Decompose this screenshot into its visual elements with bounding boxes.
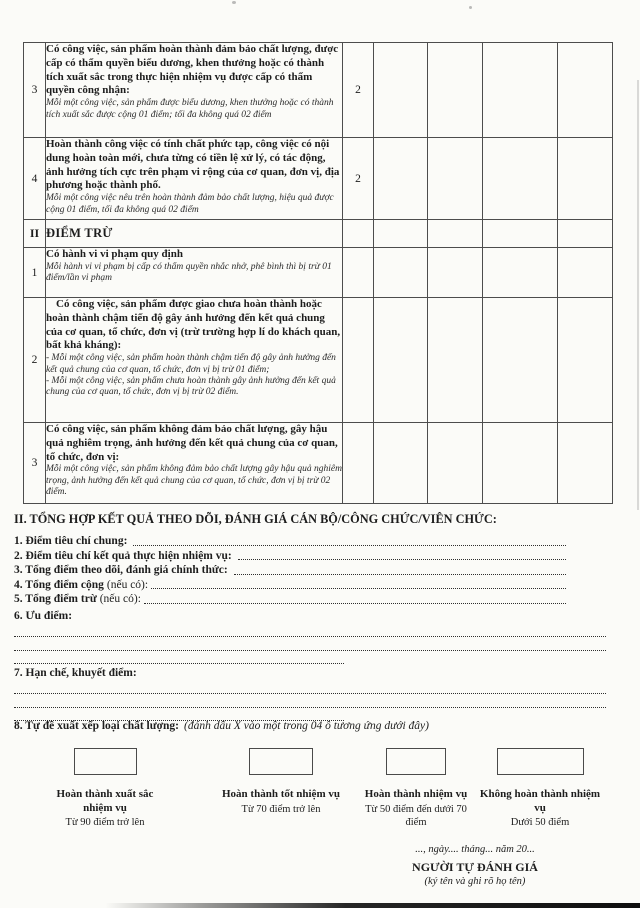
max-score-cell xyxy=(343,220,374,248)
empty-score-cell xyxy=(483,43,558,138)
table-row-bonus-4 xyxy=(24,138,613,220)
empty-score-cell xyxy=(483,298,558,423)
scan-speck xyxy=(232,1,236,4)
summary-section xyxy=(14,512,616,721)
criteria-points-table xyxy=(23,42,613,504)
dotted-fill-line xyxy=(144,603,566,604)
rating-checkbox-good xyxy=(249,748,313,775)
empty-score-cell xyxy=(558,43,613,138)
rating-option-score: Từ 90 điểm trở lên xyxy=(65,817,145,828)
scan-edge-bottom xyxy=(105,903,640,908)
dotted-fill-line xyxy=(14,651,344,665)
summary-item-label: 2. Điểm tiêu chí kết quả thực hiện nhiệm vụ: xyxy=(14,549,232,562)
criteria-note-text: Mỗi hành vi vi phạm bị cấp có thẩm quyền nhắc nhở, phê bình thì bị trừ 01 điểm/lần vi phạm xyxy=(46,261,332,284)
empty-score-cell xyxy=(428,423,483,504)
criteria-cell xyxy=(46,248,343,298)
empty-score-cell xyxy=(558,298,613,423)
empty-score-cell xyxy=(558,248,613,298)
rating-option-score: Từ 50 điểm đến dưới 70 điểm xyxy=(365,803,467,828)
table-row-deduct-1 xyxy=(24,248,613,298)
scan-edge-right xyxy=(637,80,639,510)
dotted-fill-line xyxy=(234,574,566,575)
empty-score-cell xyxy=(483,138,558,220)
dotted-fill-line xyxy=(238,559,566,560)
table-row-bonus-3 xyxy=(24,43,613,138)
summary-item-label: 5. Tổng điểm trừ xyxy=(14,593,97,606)
empty-score-cell xyxy=(558,138,613,220)
table-row-section-deduction xyxy=(24,220,613,248)
criteria-note-text: - Mỗi một công việc, sản phẩm hoàn thành chậm tiến độ gây ảnh hưởng đến kết quả chung của cơ quan, tổ chức, đơn vị bị trừ 01 điểm; xyxy=(46,353,336,375)
row-number-cell: 3 xyxy=(24,43,46,138)
empty-score-cell xyxy=(374,298,428,423)
summary-item-label: 1. Điểm tiêu chí chung: xyxy=(14,535,128,547)
row-number-cell: 2 xyxy=(24,298,46,423)
empty-score-cell xyxy=(374,423,428,504)
limitations-label: 7. Hạn chế, khuyết điểm: xyxy=(14,667,137,680)
empty-score-cell xyxy=(374,220,428,248)
criteria-cell xyxy=(46,298,343,423)
empty-score-cell xyxy=(374,248,428,298)
rating-option-label: Không hoàn thành nhiệm vụ xyxy=(479,788,601,814)
table-row-deduct-2 xyxy=(24,298,613,423)
self-rating-heading-note: (đánh dấu X vào một trong 04 ô tương ứng dưới đây) xyxy=(184,720,429,732)
self-rating-heading-bold: 8. Tự đề xuất xếp loại chất lượng: xyxy=(14,720,179,732)
empty-score-cell xyxy=(428,298,483,423)
rating-option-excellent xyxy=(44,748,166,829)
dotted-fill-line xyxy=(133,545,566,546)
empty-score-cell xyxy=(558,220,613,248)
criteria-note-text-2: - Mỗi một công việc, sản phẩm chưa hoàn thành gây ảnh hưởng đến kết quả chung của cơ quan, tổ chức, đơn vị bị trừ 02 điểm. xyxy=(46,376,336,398)
rating-option-label: Hoàn thành xuất sắc nhiệm vụ xyxy=(56,788,154,814)
signature-date-line: ..., ngày.... tháng... năm 20... xyxy=(415,844,535,855)
criteria-main-text: Có công việc, sản phẩm được giao chưa hoàn thành hoặc hoàn thành chậm tiến độ gây ảnh hưởng đến kết quả chung của cơ quan, tổ chức, đơn vị (trừ trường hợp lí do khách quan, bất khả kháng): xyxy=(46,298,341,352)
rating-option-incomplete xyxy=(477,748,603,829)
rating-option-score: Dưới 50 điểm xyxy=(510,817,570,828)
criteria-main-text: Có hành vi vi phạm quy định xyxy=(46,248,183,260)
summary-item-2 xyxy=(14,549,566,564)
summary-item-4: 4. Tổng điểm cộng (nếu có): xyxy=(14,578,566,593)
empty-score-cell xyxy=(374,43,428,138)
criteria-main-text: Có công việc, sản phẩm hoàn thành đảm bảo chất lượng, được cấp có thẩm quyền biểu dương, khen thưởng hoặc có thành tích xuất sắc trong thực hiện nhiệm vụ được cấp có thẩm quyền công nhận: xyxy=(46,43,339,97)
signature-block xyxy=(385,843,565,889)
dotted-fill-line xyxy=(151,588,566,589)
rating-checkbox-excellent xyxy=(74,748,137,775)
empty-score-cell xyxy=(483,248,558,298)
table-row-deduct-3 xyxy=(24,423,613,504)
row-number-cell: 4 xyxy=(24,138,46,220)
criteria-note-text: Mỗi một công việc, sản phẩm được biểu dương, khen thưởng hoặc có thành tích xuất sắc được cộng 01 điểm; tối đa không quá 02 điểm xyxy=(46,98,334,120)
summary-item-5: 5. Tổng điểm trừ (nếu có): xyxy=(14,592,566,607)
signature-note: (ký tên và ghi rõ họ tên) xyxy=(424,876,526,887)
empty-score-cell xyxy=(483,423,558,504)
max-score-cell: 2 xyxy=(343,138,374,220)
criteria-cell xyxy=(46,43,343,138)
empty-score-cell xyxy=(374,138,428,220)
rating-checkbox-complete xyxy=(386,748,446,775)
criteria-note-text: Mỗi một công việc, sản phẩm không đảm bảo chất lượng gây hậu quả nghiêm trọng, ảnh hưởng đến kết quả chung của cơ quan, tổ chức, đơn vị bị trừ 02 điểm. xyxy=(46,464,342,498)
summary-item-3 xyxy=(14,563,566,578)
summary-heading: II. TỔNG HỢP KẾT QUẢ THEO DÕI, ĐÁNH GIÁ CÁN BỘ/CÔNG CHỨC/VIÊN CHỨC: xyxy=(14,512,497,526)
dotted-fill-line xyxy=(14,637,606,651)
max-score-cell xyxy=(343,248,374,298)
self-rating-heading xyxy=(14,720,429,732)
criteria-main-text: Hoàn thành công việc có tính chất phức tạp, công việc có nội dung hoàn toàn mới, chưa từng có tiền lệ xử lý, có tác động, ảnh hưởng tích cực trên phạm vi rộng của cơ quan, đơn vị, địa phương hoặc thành phố. xyxy=(46,138,340,192)
row-number-cell: 1 xyxy=(24,248,46,298)
max-score-cell: 2 xyxy=(343,43,374,138)
row-number-cell: 3 xyxy=(24,423,46,504)
section-title-cell xyxy=(46,220,343,248)
empty-score-cell xyxy=(428,220,483,248)
empty-score-cell xyxy=(483,220,558,248)
dotted-fill-line xyxy=(14,694,606,708)
empty-score-cell xyxy=(428,138,483,220)
empty-score-cell xyxy=(558,423,613,504)
advantages-label: 6. Ưu điểm: xyxy=(14,609,73,622)
empty-score-cell xyxy=(428,43,483,138)
rating-option-complete xyxy=(353,748,479,829)
scan-speck xyxy=(469,6,472,9)
section-title-text: ĐIỂM TRỪ xyxy=(46,225,113,240)
criteria-cell xyxy=(46,138,343,220)
summary-item-label: 4. Tổng điểm cộng xyxy=(14,578,104,591)
max-score-cell xyxy=(343,298,374,423)
max-score-cell xyxy=(343,423,374,504)
empty-score-cell xyxy=(428,248,483,298)
criteria-note-text: Mỗi một công việc nêu trên hoàn thành đảm bảo chất lượng, hiệu quả được cộng 01 điểm, tối đa không quá 02 điểm xyxy=(46,193,334,215)
summary-item-1 xyxy=(14,534,566,549)
summary-item-label: 3. Tổng điểm theo dõi, đánh giá chính thức: xyxy=(14,564,228,577)
rating-option-good xyxy=(220,748,342,816)
row-number-cell: II xyxy=(24,220,46,248)
rating-option-label: Hoàn thành tốt nhiệm vụ xyxy=(222,788,340,800)
rating-option-score: Từ 70 điểm trở lên xyxy=(241,803,321,815)
criteria-main-text: Có công việc, sản phẩm không đảm bảo chất lượng, gây hậu quả nghiêm trọng, ảnh hưởng đến kết quả chung của cơ quan, tổ chức, đơn vị: xyxy=(46,423,338,463)
dotted-fill-line xyxy=(14,681,606,695)
rating-checkbox-incomplete xyxy=(497,748,584,775)
dotted-fill-line xyxy=(14,624,606,638)
rating-option-label: Hoàn thành nhiệm vụ xyxy=(364,788,468,800)
criteria-cell xyxy=(46,423,343,504)
signature-title: NGƯỜI TỰ ĐÁNH GIÁ xyxy=(412,860,538,874)
